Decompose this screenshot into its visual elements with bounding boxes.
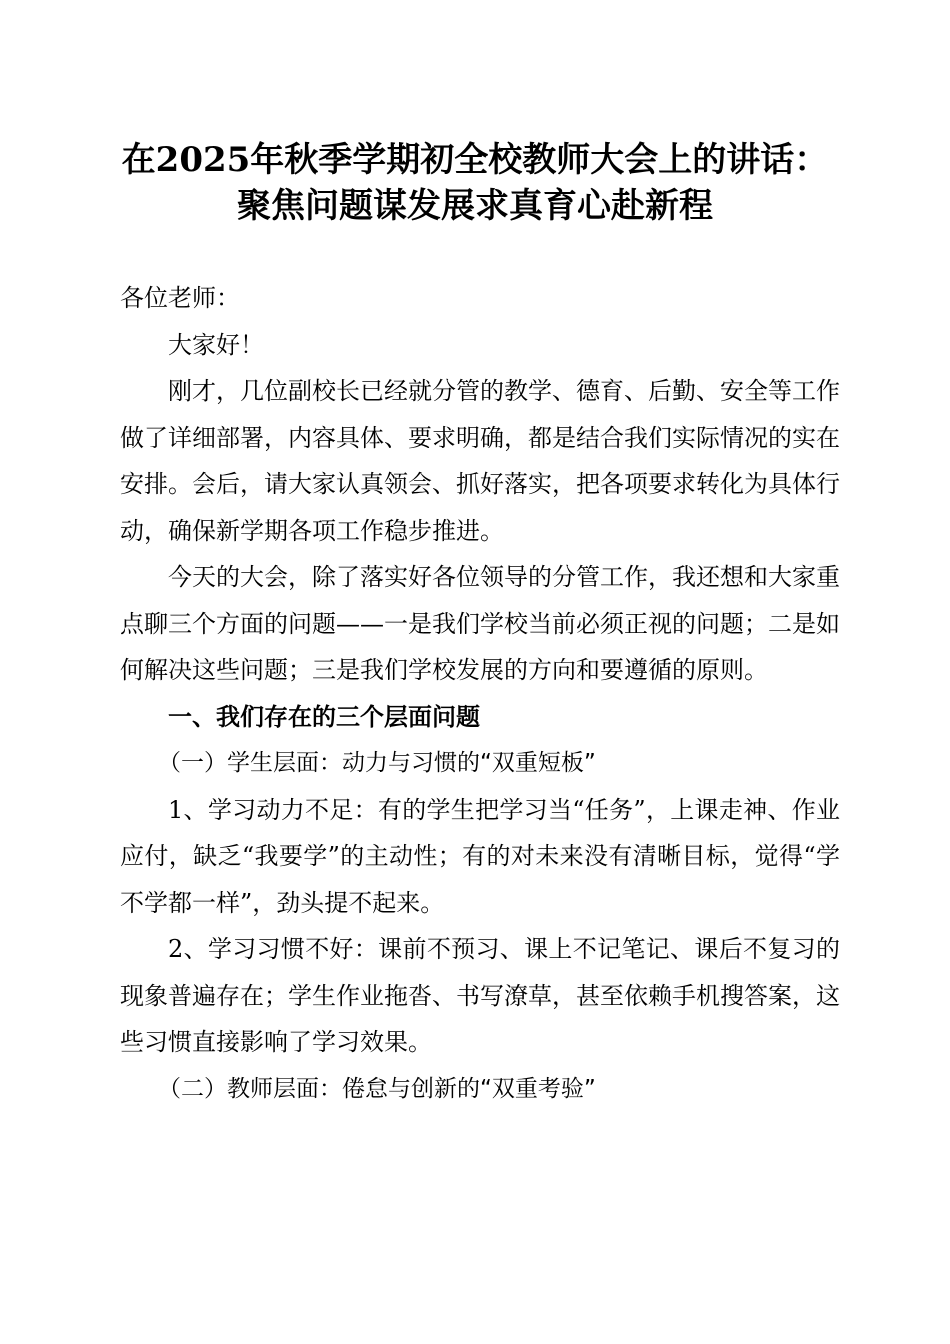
subsection-heading-text: （二）教师层面：倦怠与创新的“双重考验” [158,1075,596,1102]
greeting: 大家好！ [168,330,264,359]
list-item: 1、学习动力不足：有的学生把学习当“任务”，上课走神、作业应付，缺乏“我要学”的主动性；有的对未来没有清晰目标，觉得“学不学都一样”，劲头提不起来。 [120,795,840,917]
salutation: 各位老师： [120,284,240,312]
section-heading: 一、我们存在的三个层面问题 [168,702,480,731]
subsection-heading [120,1066,840,1113]
paragraph: 今天的大会，除了落实好各位领导的分管工作，我还想和大家重点聊三个方面的问题——一是我们学校当前必须正视的问题；二是如何解决这些问题；三是我们学校发展的方向和要遵循的原则。 [120,563,840,684]
list-item: 2、学习习惯不好：课前不预习、课上不记笔记、课后不复习的现象普遍存在；学生作业拖沓、书写潦草，甚至依赖手机搜答案，这些习惯直接影响了学习效果。 [120,935,840,1056]
document-title-line-2: 聚焦问题谋发展求真育心赴新程 [237,186,713,226]
document-body [120,275,840,1112]
document-title-line-1: 在2025年秋季学期初全校教师大会上的讲话： [121,140,829,180]
paragraph: 刚才，几位副校长已经就分管的教学、德育、后勤、安全等工作做了详细部署，内容具体、要求明确，都是结合我们实际情况的实在安排。会后，请大家认真领会、抓好落实，把各项要求转化为具体行动，确保新学期各项工作稳步推进。 [120,377,840,545]
subsection-heading-text: （一）学生层面：动力与习惯的“双重短板” [158,750,596,776]
subsection-heading [120,740,840,787]
